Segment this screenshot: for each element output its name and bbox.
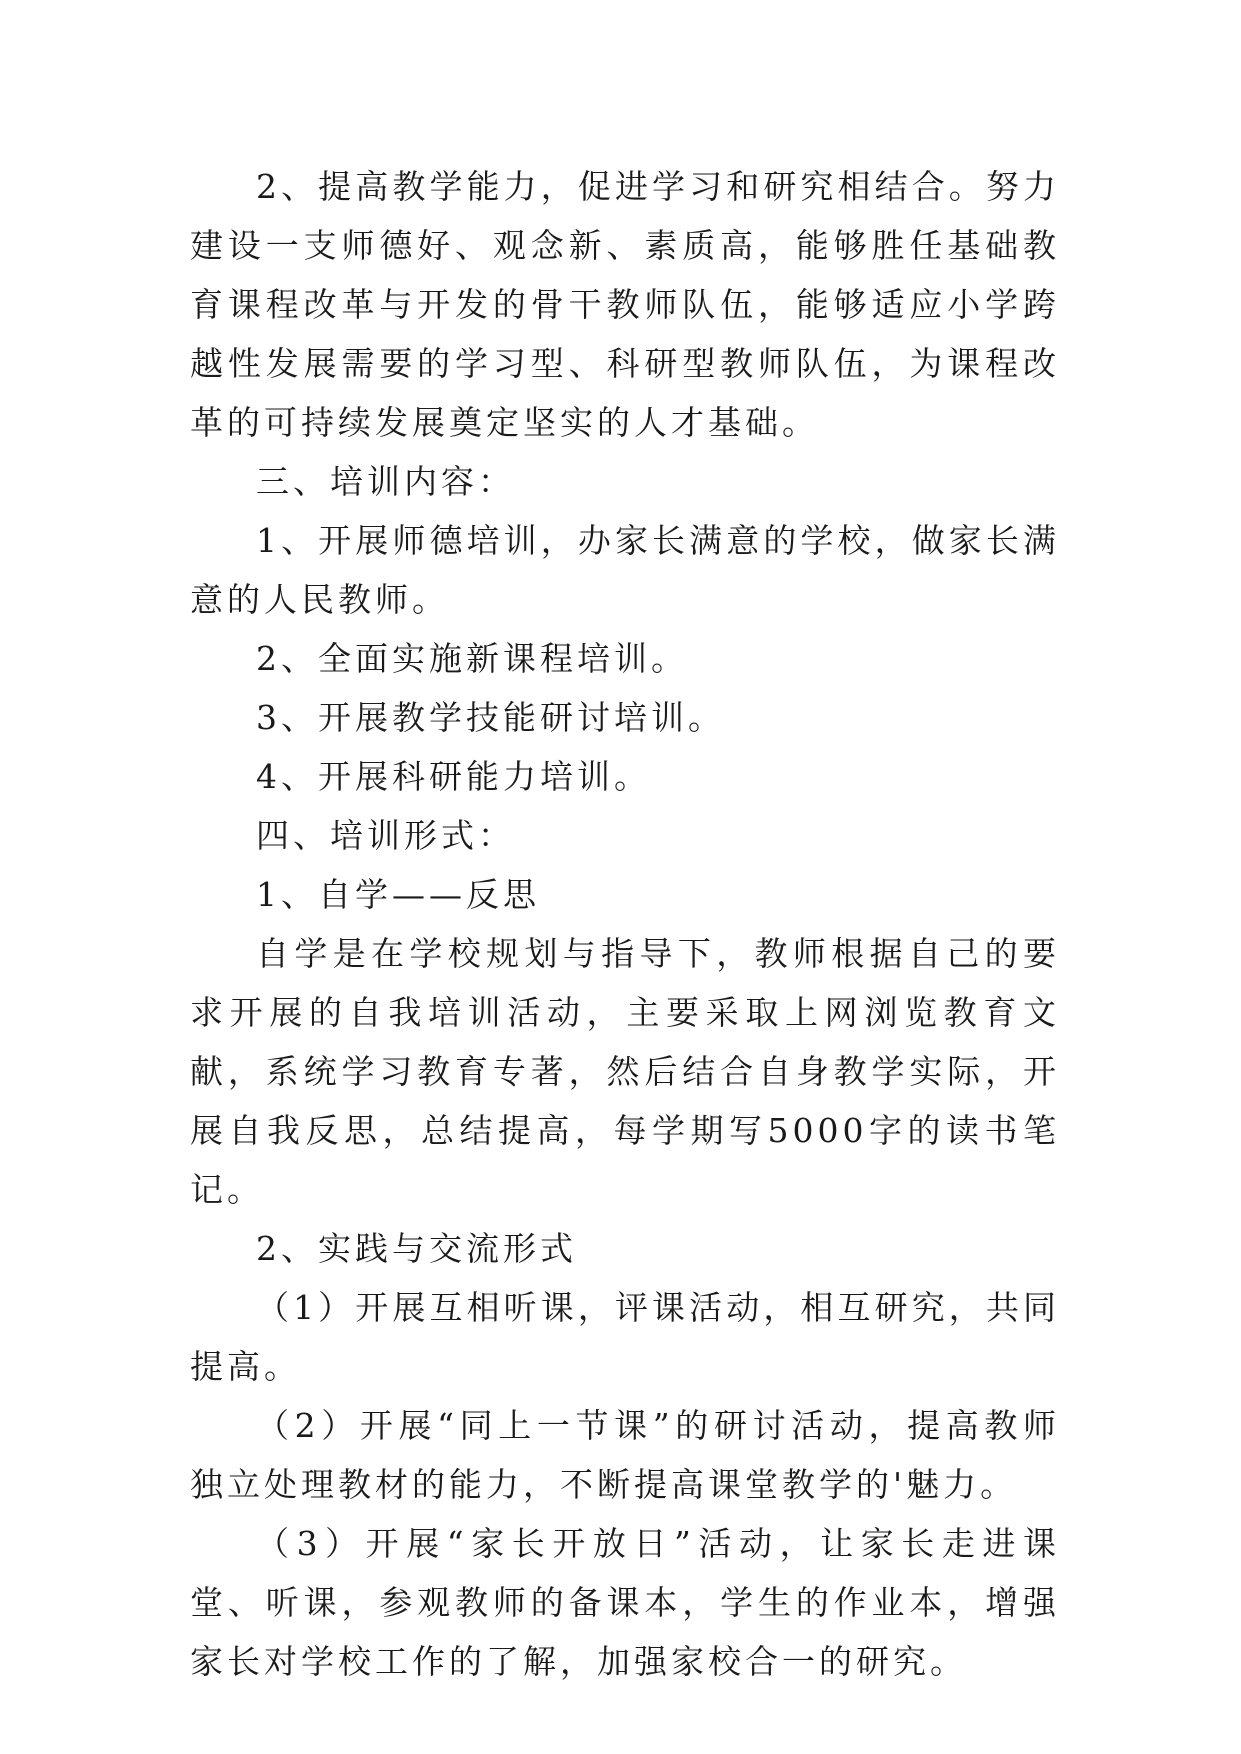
paragraph-content-3: 3、开展教学技能研讨培训。 xyxy=(256,698,725,737)
paragraph-form-1-title: 1、自学——反思 xyxy=(256,875,540,914)
paragraph-form-1-body: 自学是在学校规划与指导下，教师根据自己的要求开展的自我培训活动，主要采取上网浏览教育文献，系统学习教育专著，然后结合自身教学实际，开展自我反思，总结提高，每学期写5000字的读书笔记。 xyxy=(190,934,1060,1209)
heading-training-form: 四、培训形式： xyxy=(256,816,515,855)
heading-training-content: 三、培训内容： xyxy=(256,462,515,501)
document-body xyxy=(190,157,1060,1691)
paragraph-form-2-title: 2、实践与交流形式 xyxy=(256,1229,577,1268)
paragraph-form-2-item-1: （1）开展互相听课，评课活动，相互研究，共同提高。 xyxy=(190,1288,1060,1386)
paragraph-content-1: 1、开展师德培训，办家长满意的学校，做家长满意的人民教师。 xyxy=(190,521,1060,619)
paragraph-content-4: 4、开展科研能力培训。 xyxy=(256,757,651,796)
paragraph-content-2: 2、全面实施新课程培训。 xyxy=(256,639,688,678)
paragraph-form-2-item-3: （3）开展“家长开放日”活动，让家长走进课堂、听课，参观教师的备课本，学生的作业本，增强家长对学校工作的了解，加强家校合一的研究。 xyxy=(190,1524,1060,1681)
paragraph-goal-2: 2、提高教学能力，促进学习和研究相结合。努力建设一支师德好、观念新、素质高，能够胜任基础教育课程改革与开发的骨干教师队伍，能够适应小学跨越性发展需要的学习型、科研型教师队伍，为课程改革的可持续发展奠定坚实的人才基础。 xyxy=(190,167,1060,442)
paragraph-form-2-item-2: （2）开展“同上一节课”的研讨活动，提高教师独立处理教材的能力，不断提高课堂教学的'魅力。 xyxy=(190,1406,1060,1504)
